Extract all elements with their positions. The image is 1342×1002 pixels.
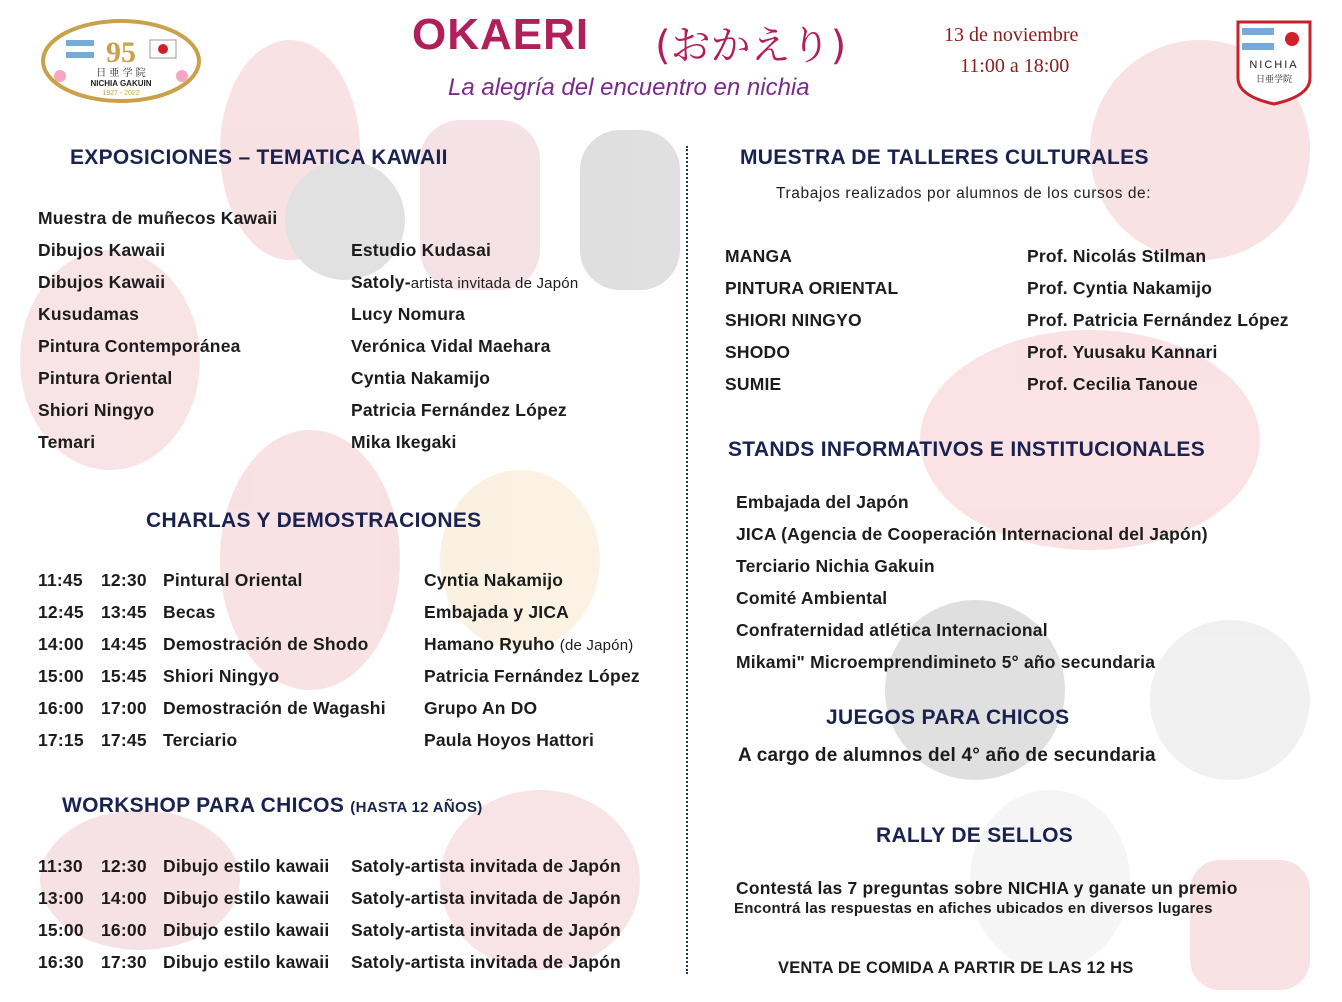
workshop-start: 16:30 bbox=[38, 952, 84, 972]
taller-professor: Prof. Nicolás Stilman bbox=[1027, 246, 1207, 266]
exposiciones-intro: Muestra de muñecos Kawaii bbox=[38, 208, 278, 228]
charla-end: 15:45 bbox=[101, 666, 147, 686]
exposiciones-heading: EXPOSICIONES – TEMATICA KAWAII bbox=[70, 146, 448, 169]
exposicion-artist-note: artista invitada de Japón bbox=[410, 275, 579, 292]
event-time: 11:00 a 18:00 bbox=[960, 55, 1070, 77]
charla-start: 14:00 bbox=[38, 634, 84, 654]
exposicion-item: Dibujos Kawaii bbox=[38, 272, 166, 292]
logo-number: 95 bbox=[106, 36, 136, 69]
talleres-intro: Trabajos realizados por alumnos de los cursos de: bbox=[776, 185, 1152, 202]
charla-end: 13:45 bbox=[101, 602, 147, 622]
column-divider bbox=[686, 146, 688, 974]
charla-start: 17:15 bbox=[38, 730, 84, 750]
rally-heading: RALLY DE SELLOS bbox=[876, 824, 1074, 847]
exposicion-artist bbox=[351, 336, 551, 357]
charla-speaker bbox=[424, 730, 594, 751]
exposicion-artist bbox=[351, 304, 465, 325]
charla-speaker bbox=[424, 570, 563, 591]
event-subtitle: La alegría del encuentro en nichia bbox=[448, 74, 810, 101]
charla-title: Demostración de Wagashi bbox=[163, 698, 386, 718]
stand-item: Terciario Nichia Gakuin bbox=[736, 556, 935, 576]
charla-start: 16:00 bbox=[38, 698, 84, 718]
food-sale-note: VENTA DE COMIDA A PARTIR DE LAS 12 HS bbox=[778, 959, 1134, 977]
taller-professor: Prof. Cyntia Nakamijo bbox=[1027, 278, 1213, 298]
charla-speaker-name: Hamano Ryuho bbox=[424, 634, 555, 654]
charla-start: 12:45 bbox=[38, 602, 84, 622]
workshop-instructor: Satoly-artista invitada de Japón bbox=[351, 952, 621, 972]
exposicion-artist bbox=[351, 272, 578, 293]
exposicion-artist-name: Patricia Fernández López bbox=[351, 400, 567, 420]
workshop-instructor: Satoly-artista invitada de Japón bbox=[351, 888, 621, 908]
event-title-jp: (おかえり) bbox=[655, 23, 847, 69]
workshop-end: 12:30 bbox=[101, 856, 147, 876]
exposicion-item: Temari bbox=[38, 432, 96, 452]
exposicion-item: Pintura Contemporánea bbox=[38, 336, 241, 356]
charla-title: Becas bbox=[163, 602, 216, 622]
workshop-instructor: Satoly-artista invitada de Japón bbox=[351, 856, 621, 876]
logo-years: 1927 - 2022 bbox=[102, 90, 140, 97]
charla-end: 17:45 bbox=[101, 730, 147, 750]
charla-speaker-name: Grupo An DO bbox=[424, 698, 538, 718]
talleres-heading: MUESTRA DE TALLERES CULTURALES bbox=[740, 146, 1149, 169]
workshop-instructor: Satoly-artista invitada de Japón bbox=[351, 920, 621, 940]
taller-course: MANGA bbox=[725, 246, 793, 266]
workshop-title: Dibujo estilo kawaii bbox=[163, 888, 330, 908]
charla-speaker-name: Embajada y JICA bbox=[424, 602, 569, 622]
logo-name-jp: 日 亜 学 院 bbox=[96, 68, 146, 79]
charla-title: Terciario bbox=[163, 730, 238, 750]
charla-title: Demostración de Shodo bbox=[163, 634, 369, 654]
exposicion-artist-name: Satoly- bbox=[351, 272, 411, 292]
workshop-heading-note: (HASTA 12 AÑOS) bbox=[350, 799, 483, 816]
exposicion-artist-name: Cyntia Nakamijo bbox=[351, 368, 491, 388]
nichia-shield-logo bbox=[1236, 20, 1312, 106]
taller-professor: Prof. Yuusaku Kannari bbox=[1027, 342, 1218, 362]
charla-end: 12:30 bbox=[101, 570, 147, 590]
exposicion-artist-name: Estudio Kudasai bbox=[351, 240, 492, 260]
exposicion-artist-name: Mika Ikegaki bbox=[351, 432, 457, 452]
juegos-text: A cargo de alumnos del 4° año de secundaria bbox=[738, 745, 1156, 766]
rally-line2: Encontrá las respuestas en afiches ubicados en diversos lugares bbox=[734, 900, 1213, 917]
charla-title: Pintural Oriental bbox=[163, 570, 303, 590]
workshop-start: 15:00 bbox=[38, 920, 84, 940]
taller-course: SHODO bbox=[725, 342, 791, 362]
taller-professor: Prof. Cecilia Tanoue bbox=[1027, 374, 1198, 394]
taller-course: SUMIE bbox=[725, 374, 782, 394]
exposicion-item: Pintura Oriental bbox=[38, 368, 173, 388]
exposicion-artist-name: Verónica Vidal Maehara bbox=[351, 336, 551, 356]
charla-title: Shiori Ningyo bbox=[163, 666, 280, 686]
charla-start: 15:00 bbox=[38, 666, 84, 686]
nichia-95-logo bbox=[40, 18, 202, 104]
workshop-start: 11:30 bbox=[38, 856, 83, 876]
charla-speaker bbox=[424, 634, 633, 655]
charla-speaker-name: Paula Hoyos Hattori bbox=[424, 730, 595, 750]
charla-speaker-name: Cyntia Nakamijo bbox=[424, 570, 564, 590]
charla-speaker bbox=[424, 666, 640, 687]
shield-name: NICHIA bbox=[1249, 59, 1299, 71]
exposicion-artist bbox=[351, 368, 490, 389]
workshop-heading bbox=[62, 794, 483, 818]
exposicion-artist-name: Lucy Nomura bbox=[351, 304, 466, 324]
workshop-end: 17:30 bbox=[101, 952, 147, 972]
workshop-start: 13:00 bbox=[38, 888, 84, 908]
logo-name: NICHIA GAKUIN bbox=[90, 79, 152, 88]
charla-speaker bbox=[424, 602, 569, 623]
exposicion-artist bbox=[351, 240, 491, 261]
charla-start: 11:45 bbox=[38, 570, 83, 590]
charla-speaker-note: (de Japón) bbox=[559, 637, 634, 654]
workshop-end: 14:00 bbox=[101, 888, 147, 908]
taller-professor: Prof. Patricia Fernández López bbox=[1027, 310, 1289, 330]
stand-item: Mikami" Microemprendimineto 5° año secundaria bbox=[736, 652, 1156, 672]
exposicion-artist bbox=[351, 432, 457, 453]
workshop-title: Dibujo estilo kawaii bbox=[163, 856, 330, 876]
charla-speaker-name: Patricia Fernández López bbox=[424, 666, 640, 686]
workshop-heading-text: WORKSHOP PARA CHICOS bbox=[62, 794, 345, 817]
event-title: OKAERI bbox=[412, 10, 590, 59]
exposicion-item: Kusudamas bbox=[38, 304, 139, 324]
exposicion-artist bbox=[351, 400, 567, 421]
exposicion-item: Dibujos Kawaii bbox=[38, 240, 166, 260]
workshop-end: 16:00 bbox=[101, 920, 147, 940]
workshop-title: Dibujo estilo kawaii bbox=[163, 952, 330, 972]
juegos-heading: JUEGOS PARA CHICOS bbox=[826, 706, 1070, 729]
stand-item: Comité Ambiental bbox=[736, 588, 888, 608]
charla-end: 17:00 bbox=[101, 698, 147, 718]
rally-line1: Contestá las 7 preguntas sobre NICHIA y ganate un premio bbox=[736, 878, 1238, 898]
stands-heading: STANDS INFORMATIVOS E INSTITUCIONALES bbox=[728, 438, 1205, 461]
workshop-title: Dibujo estilo kawaii bbox=[163, 920, 330, 940]
taller-course: SHIORI NINGYO bbox=[725, 310, 862, 330]
shield-name-jp: 日亜学院 bbox=[1255, 75, 1293, 85]
charla-speaker bbox=[424, 698, 537, 719]
event-date: 13 de noviembre bbox=[944, 24, 1079, 46]
taller-course: PINTURA ORIENTAL bbox=[725, 278, 899, 298]
charla-end: 14:45 bbox=[101, 634, 147, 654]
stand-item: JICA (Agencia de Cooperación Internacional del Japón) bbox=[736, 524, 1208, 544]
stand-item: Confraternidad atlética Internacional bbox=[736, 620, 1048, 640]
stand-item: Embajada del Japón bbox=[736, 492, 909, 512]
exposicion-item: Shiori Ningyo bbox=[38, 400, 155, 420]
charlas-heading: CHARLAS Y DEMOSTRACIONES bbox=[146, 509, 482, 532]
